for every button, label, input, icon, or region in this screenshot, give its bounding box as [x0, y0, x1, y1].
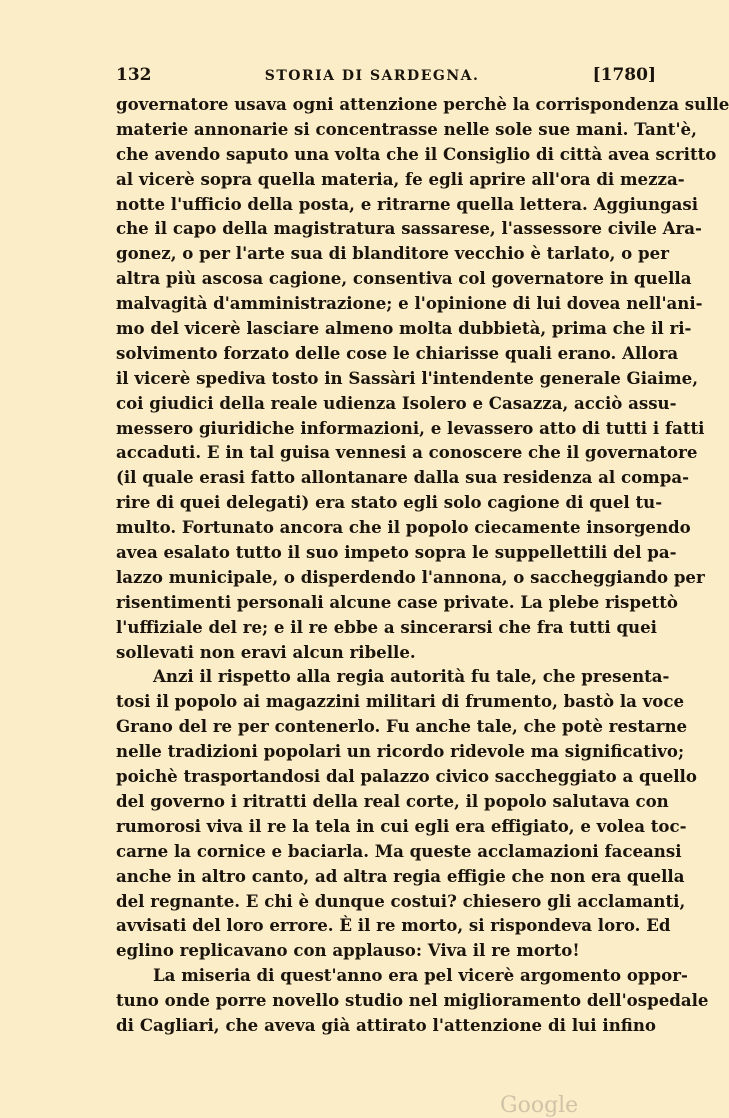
text-line: coi giudici della reale udienza Isolero e Casazza, acciò assu-	[116, 392, 677, 413]
text-line: avvisati del loro errore. È il re morto, si rispondeva loro. Ed	[116, 915, 671, 936]
text-line: altra più ascosa cagione, consentiva col governatore in quella	[116, 268, 692, 289]
text-line: del governo i ritratti della real corte, il popolo salutava con	[116, 790, 669, 811]
text-line: messero giuridiche informazioni, e levassero atto di tutti i fatti	[116, 417, 705, 438]
text-line: Grano del re per contenerlo. Fu anche tale, che potè restarne	[116, 716, 688, 737]
body-text	[116, 92, 729, 1038]
text-line: risentimenti personali alcune case private. La plebe rispettò	[116, 591, 678, 612]
text-line: sollevati non eravi alcun ribelle.	[116, 641, 416, 662]
text-line: al vicerè sopra quella materia, fe egli aprire all'ora di mezza-	[116, 168, 685, 189]
text-line: di Cagliari, che aveva già attirato l'attenzione di lui infino	[116, 1014, 656, 1035]
text-line: l'uffiziale del re; e il re ebbe a sincerarsi che fra tutti quei	[116, 616, 657, 637]
text-line: anche in altro canto, ad altra regia effigie che non era quella	[116, 865, 685, 886]
text-line: multo. Fortunato ancora che il popolo ciecamente insorgendo	[116, 517, 691, 538]
text-line: poichè trasportandosi dal palazzo civico saccheggiato a quello	[116, 766, 697, 787]
text-line: rumorosi viva il re la tela in cui egli era effigiato, e volea toc-	[116, 815, 687, 836]
text-line: avea esalato tutto il suo impeto sopra le suppellettili del pa-	[116, 542, 677, 563]
text-line: Anzi il rispetto alla regia autorità fu tale, che presenta-	[153, 666, 670, 687]
running-header	[116, 62, 656, 88]
text-line: governatore usava ogni attenzione perchè la corrispondenza sulle	[116, 94, 729, 114]
text-line: materie annonarie si concentrasse nelle sole sue mani. Tant'è,	[116, 118, 697, 139]
page-number: 132	[116, 65, 152, 85]
text-line: carne la cornice e baciarla. Ma queste acclamazioni faceansi	[116, 840, 682, 861]
text-line: solvimento forzato delle cose le chiarisse quali erano. Allora	[116, 342, 679, 363]
text-line: notte l'ufficio della posta, e ritrarne quella lettera. Aggiungasi	[116, 193, 699, 214]
text-line: rire di quei delegati) era stato egli solo cagione di quel tu-	[116, 492, 663, 513]
watermark: Google	[500, 1093, 579, 1118]
text-line: tuno onde porre novello studio nel miglioramento dell'ospedale	[116, 990, 709, 1011]
running-title: STORIA DI SARDEGNA.	[264, 68, 480, 84]
text-line: che avendo saputo una volta che il Consiglio di città avea scritto	[116, 143, 717, 164]
text-line: mo del vicerè lasciare almeno molta dubbietà, prima che il ri-	[116, 318, 692, 339]
year-marker: [1780]	[592, 65, 656, 85]
text-line: che il capo della magistratura sassarese, l'assessore civile Ara-	[116, 218, 702, 239]
text-line: La miseria di quest'anno era pel vicerè argomento oppor-	[153, 965, 688, 986]
text-line: accaduti. E in tal guisa vennesi a conoscere che il governatore	[116, 442, 698, 463]
text-line: eglino replicavano con applauso: Viva il re morto!	[116, 940, 580, 961]
text-line: il vicerè spediva tosto in Sassàri l'intendente generale Giaime,	[116, 367, 698, 388]
text-line: del regnante. E chi è dunque costui? chiesero gli acclamanti,	[116, 890, 686, 911]
book-page	[116, 62, 729, 1038]
text-line: gonez, o per l'arte sua di blanditore vecchio è tarlato, o per	[116, 243, 669, 264]
text-line: (il quale erasi fatto allontanare dalla sua residenza al compa-	[116, 467, 689, 488]
text-line: nelle tradizioni popolari un ricordo ridevole ma significativo;	[116, 741, 685, 762]
text-line: lazzo municipale, o disperdendo l'annona, o saccheggiando per	[116, 566, 705, 587]
text-line: malvagità d'amministrazione; e l'opinione di lui dovea nell'ani-	[116, 293, 703, 314]
text-line: tosi il popolo ai magazzini militari di frumento, bastò la voce	[116, 691, 685, 712]
